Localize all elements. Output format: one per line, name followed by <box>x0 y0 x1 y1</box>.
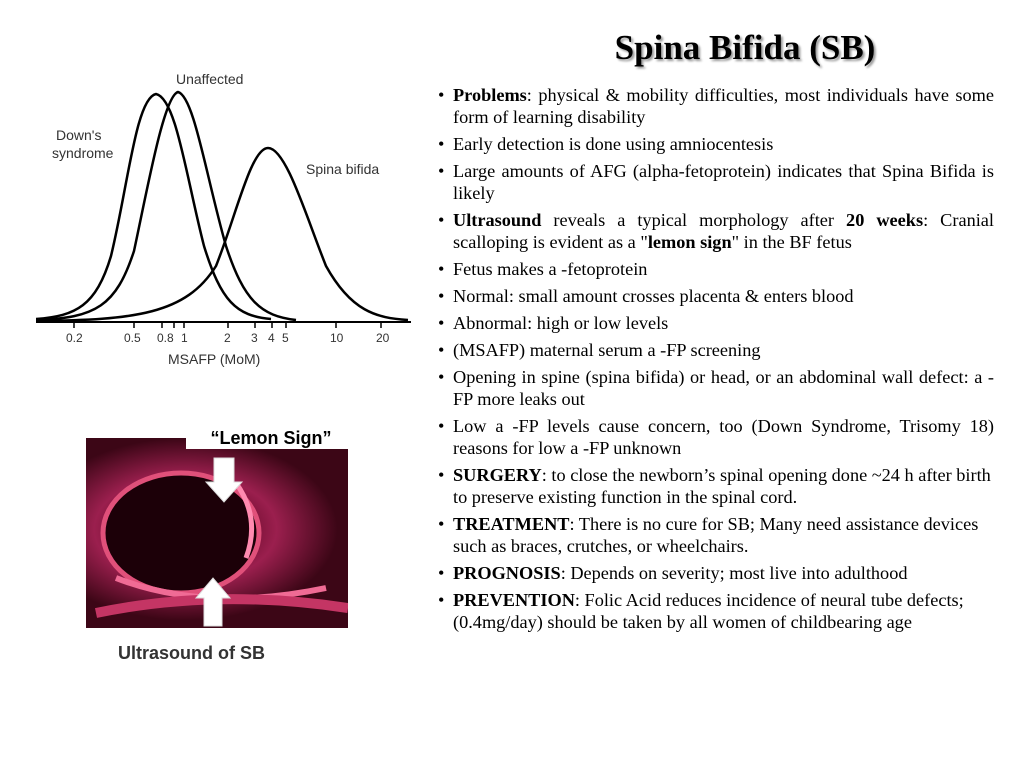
spina-bifida-label: Spina bifida <box>306 161 380 177</box>
bullet-list <box>438 84 994 638</box>
msafp-distribution-chart <box>36 66 420 384</box>
tick-label: 1 <box>181 331 188 345</box>
bullet-fetus: • Fetus makes a -fetoprotein <box>438 259 648 279</box>
bullet-detection: • Early detection is done using amniocentesis <box>438 134 774 154</box>
ultrasound-image <box>86 438 348 628</box>
unaffected-label: Unaffected <box>176 71 244 87</box>
ultrasound-caption: Ultrasound of SB <box>118 643 265 663</box>
bullet-afg: • Large amounts of AFG (alpha-fetoprotein) indicates that Spina Bifida is likely <box>438 161 994 203</box>
bullet-msafp: • (MSAFP) maternal serum a -FP screening <box>438 340 761 360</box>
lemon-sign-label: “Lemon Sign” <box>186 428 356 449</box>
bullet-ultrasound: • Ultrasound reveals a typical morphology after 20 weeks: Cranial scalloping is evident as a "lemon sign" in the BF fetus <box>438 210 994 252</box>
tick-label: 0.5 <box>124 331 141 345</box>
bullet-problems: • Problems: physical & mobility difficulties, most individuals have some form of learning disability <box>438 85 994 127</box>
bullet-opening: • Opening in spine (spina bifida) or head, or an abdominal wall defect: a -FP more leaks out <box>438 367 994 409</box>
tick-label: 2 <box>224 331 231 345</box>
bullet-abnormal: • Abnormal: high or low levels <box>438 313 669 333</box>
tick-label: 4 <box>268 331 275 345</box>
ultrasound-figure <box>86 428 348 628</box>
bullet-treatment: • TREATMENT: There is no cure for SB; Many need assistance devices such as braces, crutches, or wheelchairs. <box>438 514 979 556</box>
bullet-low-afp: • Low a -FP levels cause concern, too (Down Syndrome, Trisomy 18) reasons for low a -FP unknown <box>438 416 994 458</box>
tick-label: 5 <box>282 331 289 345</box>
x-axis-label: MSAFP (MoM) <box>168 351 261 367</box>
bullet-surgery: • SURGERY: to close the newborn’s spinal opening done ~24 h after birth to preserve existing function in the spinal cord. <box>438 465 991 507</box>
downs-label-line2: syndrome <box>52 145 114 161</box>
slide-title: Spina Bifida (SB) <box>614 28 876 67</box>
bullet-normal: • Normal: small amount crosses placenta & enters blood <box>438 286 854 306</box>
tick-label: 20 <box>376 331 390 345</box>
tick-label: 3 <box>251 331 258 345</box>
downs-label-line1: Down's <box>56 127 102 143</box>
tick-label: 0.8 <box>157 331 174 345</box>
tick-label: 10 <box>330 331 344 345</box>
bullet-prevention: • PREVENTION: Folic Acid reduces incidence of neural tube defects; (0.4mg/day) should be taken by all women of childbearing age <box>438 590 964 632</box>
tick-label: 0.2 <box>66 331 83 345</box>
bullet-prognosis: • PROGNOSIS: Depends on severity; most live into adulthood <box>438 563 908 583</box>
